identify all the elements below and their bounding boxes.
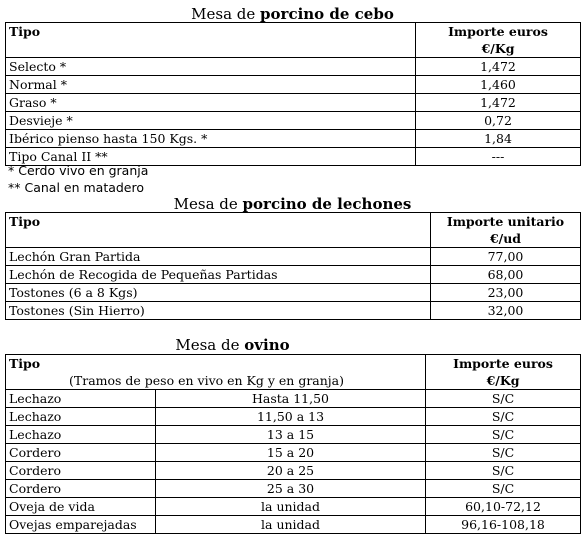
table-row: Lechazo 11,50 a 13 S/C bbox=[6, 408, 581, 426]
table-row: Lechazo Hasta 11,50 S/C bbox=[6, 390, 581, 408]
lechones-title-bold: porcino de lechones bbox=[242, 195, 412, 213]
table-row: Graso * 1,472 bbox=[6, 94, 581, 112]
table-header-row bbox=[6, 23, 581, 58]
table-row: Cordero 20 a 25 S/C bbox=[6, 462, 581, 480]
header-importe: Importe euros €/Kg bbox=[416, 23, 581, 58]
table-row: Normal * 1,460 bbox=[6, 76, 581, 94]
table-header-row bbox=[6, 355, 581, 390]
note-line: * Cerdo vivo en granja bbox=[8, 163, 149, 178]
cebo-table bbox=[5, 22, 581, 166]
cebo-title-bold: porcino de cebo bbox=[260, 5, 394, 23]
table-row: Lechazo 13 a 15 S/C bbox=[6, 426, 581, 444]
table-header-row bbox=[6, 213, 581, 248]
ovino-title-bold: ovino bbox=[244, 336, 290, 354]
ovino-table bbox=[5, 354, 581, 534]
table-row: Oveja de vida la unidad 60,10-72,12 bbox=[6, 498, 581, 516]
header-tramos: (Tramos de peso en vivo en Kg y en granja) bbox=[69, 373, 345, 388]
lechones-title-prefix: Mesa de bbox=[173, 195, 243, 213]
table-row: Cordero 15 a 20 S/C bbox=[6, 444, 581, 462]
header-tipo: Tipo (Tramos de peso en vivo en Kg y en granja) bbox=[6, 355, 426, 390]
table-row: Tipo Canal II ** --- bbox=[6, 148, 581, 166]
header-importe: Importe unitario €/ud bbox=[431, 213, 581, 248]
table-row: Tostones (Sin Hierro) 32,00 bbox=[6, 302, 581, 320]
table-row: Lechón de Recogida de Pequeñas Partidas 68,00 bbox=[6, 266, 581, 284]
table-row: Desvieje * 0,72 bbox=[6, 112, 581, 130]
header-tipo: Tipo bbox=[6, 213, 431, 248]
table-row: Selecto * 1,472 bbox=[6, 58, 581, 76]
note-line: ** Canal en matadero bbox=[8, 180, 145, 195]
header-tipo: Tipo bbox=[6, 23, 416, 58]
table-row: Ovejas emparejadas la unidad 96,16-108,18 bbox=[6, 516, 581, 534]
cebo-notes bbox=[8, 162, 148, 196]
ovino-title-prefix: Mesa de bbox=[175, 336, 245, 354]
cebo-title bbox=[0, 6, 585, 23]
table-row: Lechón Gran Partida 77,00 bbox=[6, 248, 581, 266]
ovino-title bbox=[0, 337, 585, 354]
cebo-title-prefix: Mesa de bbox=[191, 5, 261, 23]
table-row: Tostones (6 a 8 Kgs) 23,00 bbox=[6, 284, 581, 302]
table-row: Ibérico pienso hasta 150 Kgs. * 1,84 bbox=[6, 130, 581, 148]
lechones-table bbox=[5, 212, 581, 320]
header-importe: Importe euros €/Kg bbox=[426, 355, 581, 390]
table-row: Cordero 25 a 30 S/C bbox=[6, 480, 581, 498]
lechones-title bbox=[0, 196, 585, 213]
